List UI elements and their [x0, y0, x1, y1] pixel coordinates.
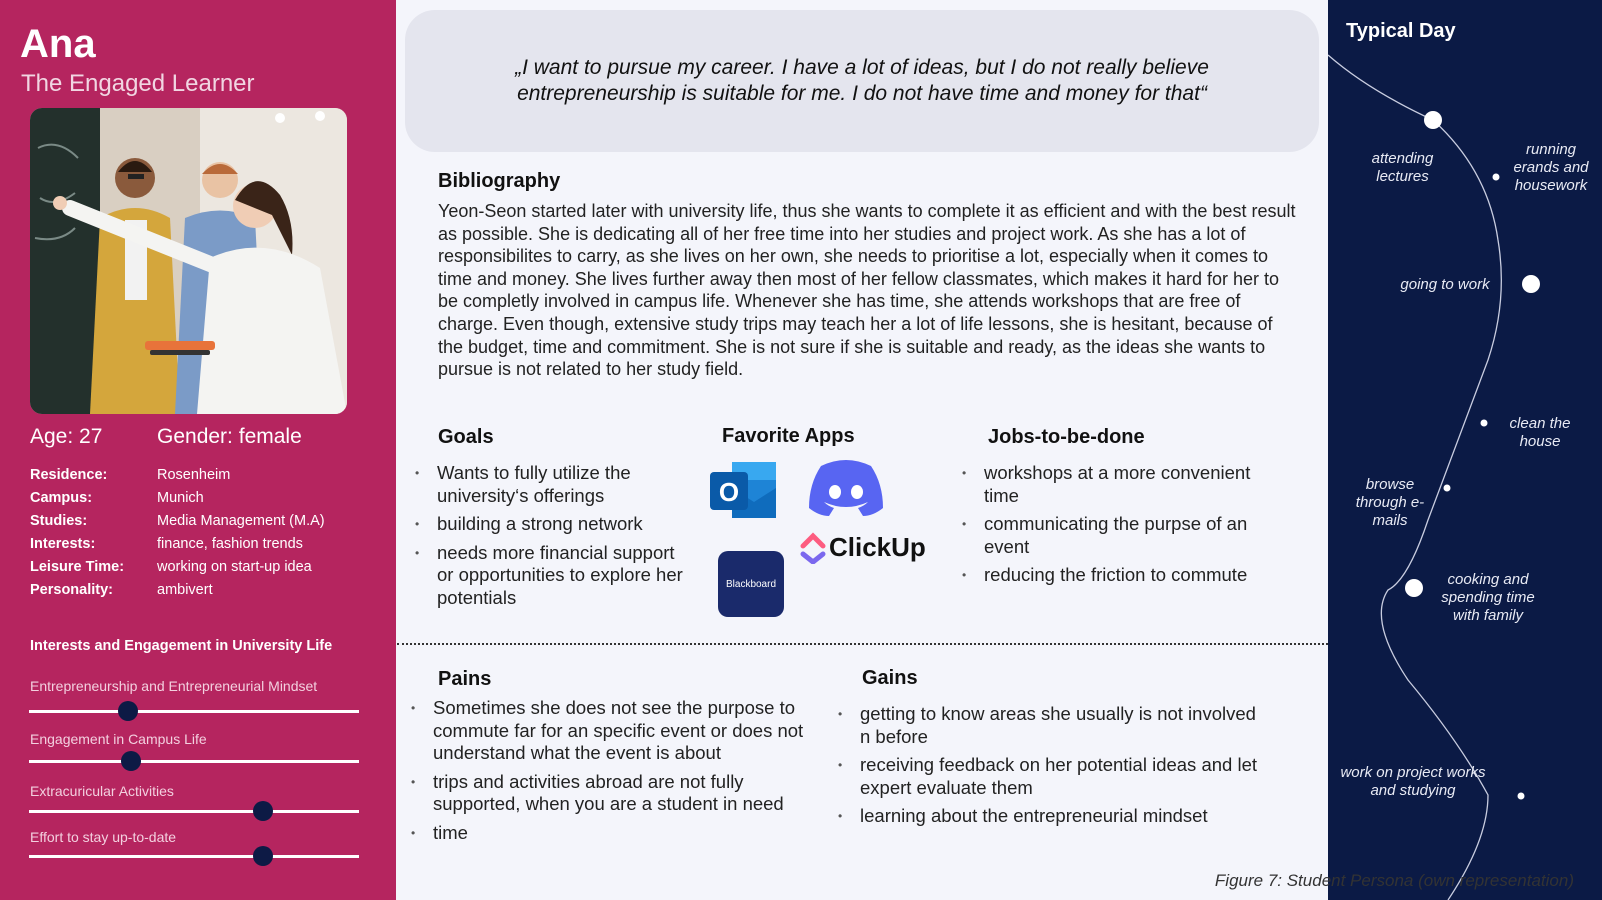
list-item: • needs more financial support or opportunities to explore her potentials: [415, 542, 690, 610]
slider-label-up-to-date: Effort to stay up-to-date: [30, 829, 177, 845]
slider-knob[interactable]: [121, 751, 141, 771]
info-label: Residence:: [30, 467, 108, 483]
bibliography-heading: Bibliography: [438, 170, 561, 192]
info-label: Leisure Time:: [30, 559, 125, 575]
info-label: Campus:: [30, 490, 93, 506]
blackboard-icon: [718, 551, 784, 617]
goals-list: [415, 462, 690, 615]
classroom-photo-illustration: [30, 108, 347, 414]
list-item: • building a strong network: [415, 513, 690, 536]
apps-heading: Favorite Apps: [722, 425, 855, 447]
typical-day-panel: [1328, 0, 1602, 900]
blackboard-label: Blackboard: [725, 578, 777, 590]
timeline-label: running erands and housework: [1513, 141, 1589, 194]
persona-photo: [30, 108, 347, 414]
gender-label: Gender:: [157, 425, 233, 448]
goals-heading: Goals: [438, 426, 494, 448]
list-item: • Sometimes she does not see the purpose to commute far for an specific event or does not understand what the event is about: [411, 697, 811, 765]
timeline-label: attending lectures: [1371, 150, 1434, 185]
list-item: • communicating the purpse of an event: [962, 513, 1252, 558]
slider-label-entrepreneurship: Entrepreneurship and Entrepreneurial Mindset: [30, 678, 318, 694]
slider-label-extracurricular: Extracuricular Activities: [30, 783, 174, 799]
persona-panel: [0, 0, 396, 900]
quote-text: „I want to pursue my career. I have a lot of ideas, but I do not really believe entrepreneurship is suitable for me. I do not have time and money for that“: [515, 56, 1209, 105]
timeline-node-large: [1405, 579, 1423, 597]
timeline-node-small: [1481, 420, 1488, 427]
bibliography-text: Yeon-Seon started later with university life, thus she wants to complete it as efficient and with the best result as possible. She is dedicating all of her free time into her studies and project work. As she has a lot of responsibilites to carry, as she lives on her own, she needs to prioritise a lot, especially when it comes to time and money. She lives further away then most of her fellow classmates, which makes it hard for her to be completly involved in campus life. Whenever she has time, she attends workshops that are free of charge. Even though, extensive study trips may teach her a lot of life lessons, she is hesitant, because of the budget, time and commitment. She is not sure if she is suitable and ready, as the ideas she wants to pursue is not related to her study field.: [438, 201, 1296, 380]
timeline-node-large: [1522, 275, 1540, 293]
list-item: • trips and activities abroad are not fully supported, when you are a student in need: [411, 771, 811, 816]
section-divider: [397, 643, 1328, 645]
discord-icon: [809, 458, 883, 516]
figure-caption: Figure 7: Student Persona (own representation): [1214, 871, 1574, 890]
slider-knob[interactable]: [253, 801, 273, 821]
info-value: Munich: [157, 490, 204, 506]
age-value: 27: [79, 425, 103, 448]
slider-up-to-date[interactable]: [29, 855, 359, 858]
info-value: finance, fashion trends: [157, 536, 303, 552]
info-value: Media Management (M.A): [157, 513, 325, 529]
clickup-logo-mark: [799, 532, 827, 564]
list-item: • workshops at a more convenient time: [962, 462, 1252, 507]
list-item: • getting to know areas she usually is not involved n before: [838, 703, 1268, 748]
info-label: Personality:: [30, 582, 113, 598]
list-item: • reducing the friction to commute: [962, 564, 1252, 587]
jobs-list: [962, 462, 1252, 593]
clickup-icon: [799, 530, 929, 566]
info-value: working on start-up idea: [157, 559, 312, 575]
clickup-label: ClickUp: [829, 532, 926, 562]
outlook-letter: O: [718, 477, 740, 507]
info-value: Rosenheim: [157, 467, 231, 483]
info-value: ambivert: [157, 582, 213, 598]
age-label: Age:: [30, 425, 74, 448]
jobs-heading: Jobs-to-be-done: [988, 426, 1145, 448]
timeline-node-small: [1518, 793, 1525, 800]
persona-subtitle: The Engaged Learner: [21, 70, 255, 97]
gains-heading: Gains: [862, 667, 918, 689]
gender-field: [157, 425, 302, 449]
timeline-node-large: [1424, 111, 1442, 129]
timeline-label: cooking and spending time with family: [1441, 571, 1535, 624]
engagement-title: Interests and Engagement in University Life: [30, 638, 333, 654]
timeline-node-small: [1493, 174, 1500, 181]
info-label: Interests:: [30, 536, 96, 552]
slider-entrepreneurship[interactable]: [29, 710, 359, 713]
quote-box: [405, 10, 1319, 152]
slider-label-campus-life: Engagement in Campus Life: [30, 731, 207, 747]
slider-extracurricular[interactable]: [29, 810, 359, 813]
timeline-label: clean the house: [1509, 415, 1571, 450]
gender-value: female: [238, 425, 302, 448]
gains-list: [838, 703, 1268, 834]
timeline-label: work on project works and studying: [1340, 764, 1486, 799]
timeline-node-small: [1444, 485, 1451, 492]
slider-knob[interactable]: [118, 701, 138, 721]
timeline-label: browse through e-mails: [1355, 476, 1425, 529]
list-item: • learning about the entrepreneurial mindset: [838, 805, 1268, 828]
pains-list: [411, 697, 811, 850]
persona-name: Ana: [20, 22, 96, 66]
timeline-label: going to work: [1400, 276, 1490, 293]
list-item: • time: [411, 822, 811, 845]
list-item: • receiving feedback on her potential ideas and let expert evaluate them: [838, 754, 1268, 799]
slider-knob[interactable]: [253, 846, 273, 866]
outlook-icon: [708, 458, 780, 524]
info-label: Studies:: [30, 513, 88, 529]
list-item: • Wants to fully utilize the university‘s offerings: [415, 462, 690, 507]
slider-campus-life[interactable]: [29, 760, 359, 763]
age-field: [30, 425, 102, 449]
pains-heading: Pains: [438, 668, 492, 690]
typical-day-title: Typical Day: [1346, 20, 1456, 42]
